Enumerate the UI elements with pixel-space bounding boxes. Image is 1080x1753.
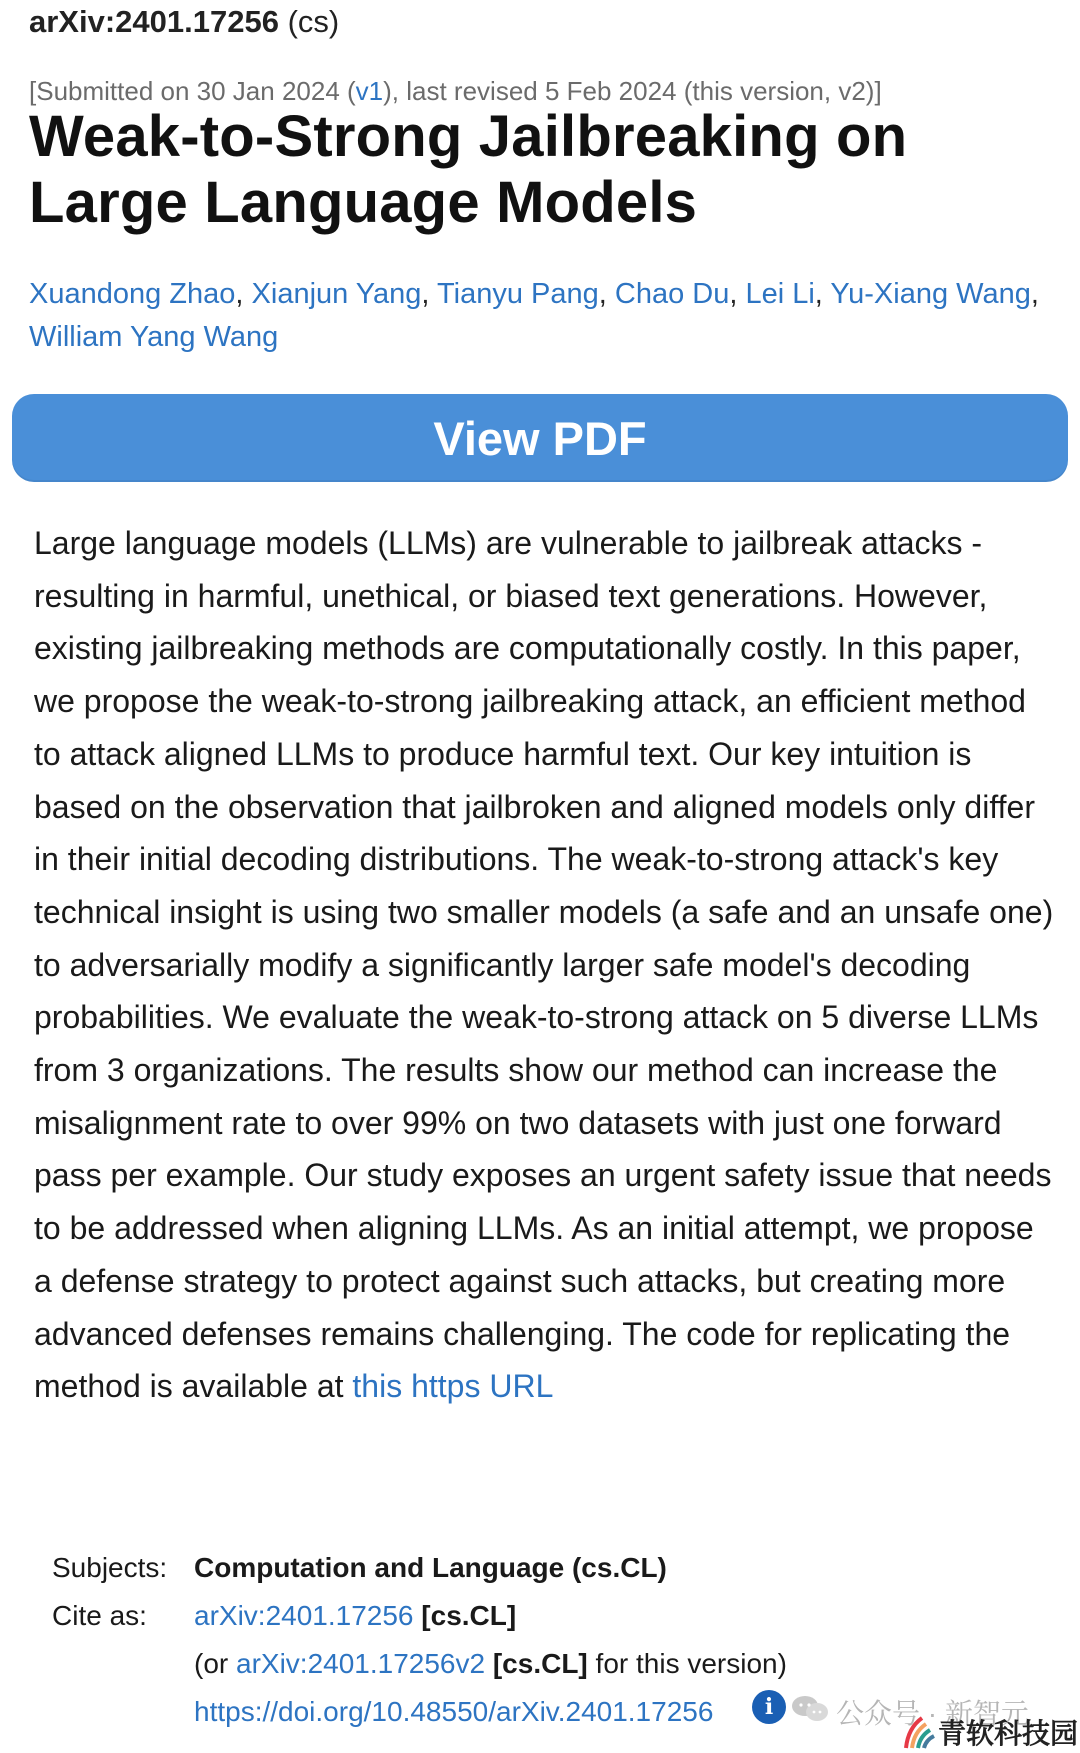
author-link[interactable]: Tianyu Pang [436,278,599,310]
watermark-overlay [752,1690,1080,1753]
logo-text: 青软科技园 [938,1717,1079,1750]
subjects-label: Subjects: [52,1552,168,1583]
info-icon[interactable]: i [752,1690,786,1724]
author-list: Xuandong Zhao, Xianjun Yang, Tianyu Pang, Chao Du, Lei Li, Yu-Xiang Wang, William Yang Wang [29,278,1039,353]
subjects-value: Computation and Language (cs.CL) [194,1552,667,1583]
dateline-suffix: ), last revised 5 Feb 2024 (this version, v2)] [383,76,882,106]
cite-row [52,1592,787,1640]
or-prefix: (or [194,1648,236,1679]
author-link[interactable]: Chao Du [614,278,730,310]
dateline-prefix: [Submitted on 30 Jan 2024 ( [29,76,356,106]
watermark-text: 公众号 · 新智元 [836,1698,1029,1729]
wechat-icon [790,1694,832,1724]
logo-mark-icon [902,1708,942,1750]
cite-id-link[interactable]: arXiv:2401.17256 [194,1600,414,1631]
arxiv-category: (cs) [287,4,340,39]
author-link[interactable]: Xuandong Zhao [29,278,236,310]
abstract [34,517,1056,1413]
doi-link[interactable]: https://doi.org/10.48550/arXiv.2401.17256 [194,1696,714,1727]
author-link[interactable]: Yu-Xiang Wang [830,278,1031,310]
version-category: [cs.CL] [492,1648,588,1679]
subjects-row [52,1544,787,1592]
author-link[interactable]: Xianjun Yang [251,278,422,310]
abstract-text: Large language models (LLMs) are vulnerable to jailbreak attacks - resulting in harmful, unethical, or biased text generations. However, existing jailbreaking methods are computationally costly. In this paper, we propose the weak-to-strong jailbreaking attack, an efficient method to attack aligned LLMs to produce harmful text. Our key intuition is based on the observation that jailbroken and aligned models only differ in their initial decoding distributions. The weak-to-strong attack's key technical insight is using two smaller models (a safe and an unsafe one) to adversarially modify a significantly larger safe model's decoding probabilities. We evaluate the weak-to-strong attack on 5 diverse LLMs from 3 organizations. The results show our method can increase the misalignment rate to over 99% on two datasets with just one forward pass per example. Our study exposes an urgent safety issue that needs to be addressed when aligning LLMs. As an initial attempt, we propose a defense strategy to protect against such attacks, but creating more advanced defenses remains challenging. The code for replicating the method is available at [34,525,1054,1405]
view-pdf-button[interactable]: View PDF [12,394,1068,482]
spacer [52,1640,194,1688]
submission-dateline [29,76,882,107]
version-id-link[interactable]: arXiv:2401.17256v2 [236,1648,486,1679]
metadata-table [52,1544,787,1736]
arxiv-id-heading [29,4,339,40]
code-url-link[interactable]: this https URL [352,1368,554,1405]
doi-row [52,1688,787,1736]
author-link[interactable]: William Yang Wang [29,321,279,353]
cite-value [194,1592,516,1640]
paper-title: Weak-to-Strong Jailbreaking on Large Language Models [29,104,908,235]
arxiv-id: arXiv:2401.17256 [29,4,279,39]
cite-label: Cite as: [52,1600,147,1631]
doi-value-wrap [194,1688,713,1736]
cite-version-row [52,1640,787,1688]
version-v1-link[interactable]: v1 [355,76,384,106]
subjects-value-wrap [194,1544,667,1592]
cite-category: [cs.CL] [421,1600,517,1631]
author-link[interactable]: Lei Li [745,278,815,310]
spacer [52,1688,194,1736]
or-suffix: for this version) [587,1648,787,1679]
cite-version-value [194,1640,787,1688]
